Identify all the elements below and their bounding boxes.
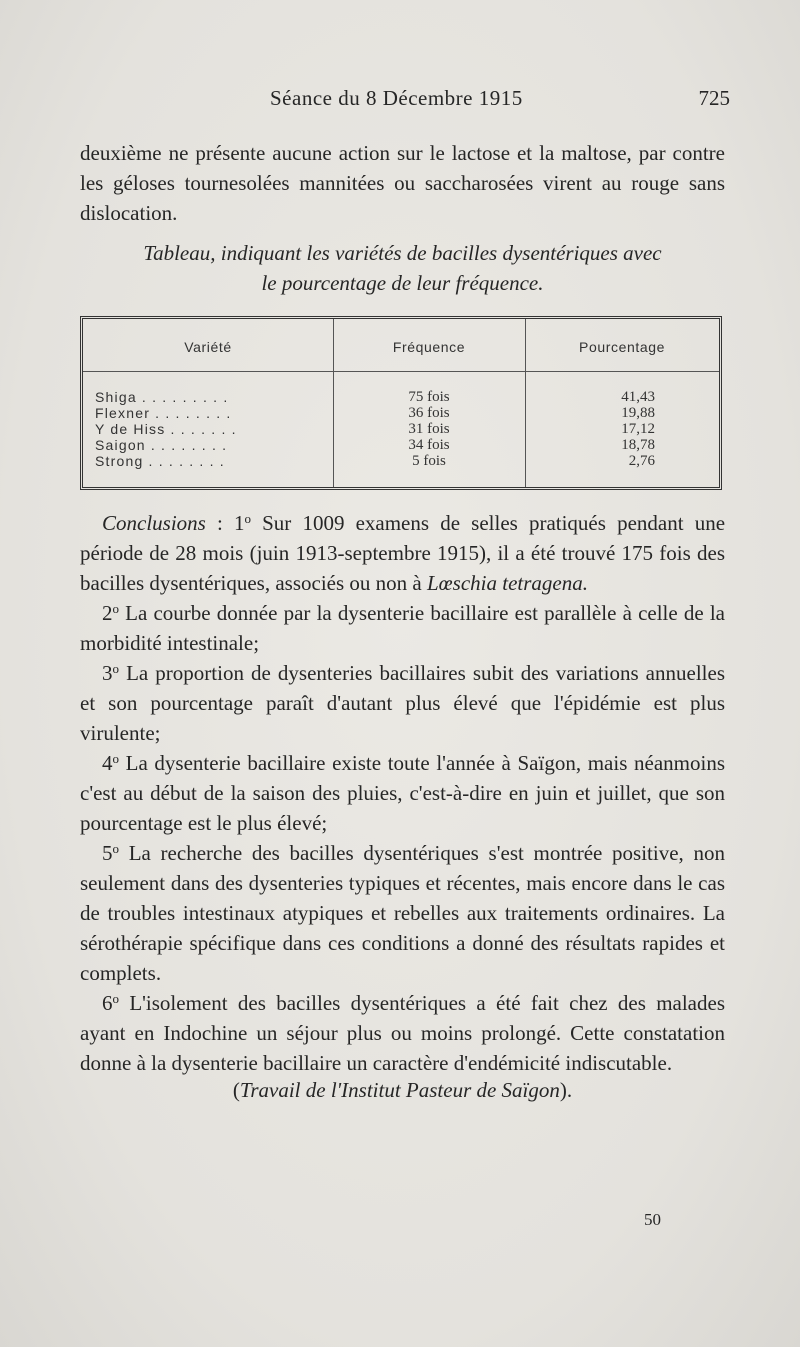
- page-number: 725: [698, 86, 730, 110]
- variete-cell: Y de Hiss . . . . . . .: [95, 421, 237, 437]
- conclusion-number: 1: [233, 511, 245, 535]
- pourcentage-cell: 2,76: [628, 453, 655, 469]
- conclusion-text: La proportion de dysenteries bacillaires subit des variations annuelles et son pourcentage paraît d'autant plus élevé que l'épidémie est plus virulente;: [80, 661, 725, 745]
- source-text: Travail de l'Institut Pasteur de Saïgon: [239, 1078, 560, 1102]
- conclusions-section: [80, 508, 725, 1078]
- variete-cell: Saigon . . . . . . . .: [95, 437, 228, 453]
- header-pourcentage: Pourcentage: [579, 339, 665, 355]
- running-head: Séance du 8 Décembre 1915: [270, 86, 523, 110]
- pourcentage-cell: 19,88: [621, 405, 655, 421]
- table-caption: [80, 238, 725, 298]
- conclusion-6: 6$^o$ L'isolement des bacilles dysentériques a été fait chez des malades ayant en Indochine un séjour plus ou moins prolongé. Cette constatation donne à la dysenterie bacillaire un caractère d'endémicité indiscutable.: [80, 991, 725, 1075]
- intro-paragraph: deuxième ne présente aucune action sur le lactose et la maltose, par contre les géloses tournesolées mannitées ou saccharosées virent au rouge sans dislocation.: [80, 141, 725, 225]
- conclusion-5: 5$^o$ La recherche des bacilles dysentériques s'est montrée positive, non seulement dans des dysenteries typiques et récentes, mais encore dans le cas de troubles intestinaux atypiques et rebelles aux traitements ordinaires. La sérothérapie spécifique dans ces conditions a donné des résultats rapides et complets.: [80, 841, 725, 985]
- header-frequence: Fréquence: [392, 339, 466, 355]
- conclusion-3: 3$^o$ La proportion de dysenteries bacillaires subit des variations annuelles et son pourcentage paraît d'autant plus élevé que l'épidémie est plus virulente;: [80, 661, 725, 745]
- variete-cell: Strong . . . . . . . .: [95, 453, 225, 469]
- conclusions-label: Conclusions: [102, 511, 206, 535]
- conclusion-text: La dysenterie bacillaire existe toute l'année à Saïgon, mais néanmoins c'est au début de la saison des pluies, c'est-à-dire en juin et juillet, que son pourcentage est le plus élevé;: [80, 751, 725, 835]
- table-caption-line1: Tableau, indiquant les variétés de bacilles dysentériques avec: [143, 241, 662, 265]
- header-variete: Variété: [184, 339, 232, 355]
- species-name: Lœschia tetragena.: [427, 571, 588, 595]
- pourcentage-cell: 18,78: [621, 437, 655, 453]
- conclusion-2: 2$^o$ La courbe donnée par la dysenterie bacillaire est parallèle à celle de la morbidité intestinale;: [80, 601, 726, 655]
- variete-cell: Flexner . . . . . . . .: [95, 405, 232, 421]
- frequence-cell: 31 fois: [408, 421, 450, 437]
- sheet-number: 50: [644, 1210, 661, 1229]
- pourcentage-cell: 17,12: [621, 421, 655, 437]
- conclusion-number: 5: [102, 841, 113, 865]
- conclusion-number: 2: [102, 601, 113, 625]
- conclusion-1: Conclusions : 1$^o$ Sur 1009 examens de selles pratiqués pendant une période de 28 mois (juin 1913-septembre 1915), il a été trouvé 175 fois des bacilles dysentériques, associés ou non à Lœschia tetragena.: [80, 511, 726, 595]
- conclusion-text: L'isolement des bacilles dysentériques a été fait chez des malades ayant en Indochine un séjour plus ou moins prolongé. Cette constatation donne à la dysenterie bacillaire un caractère d'endémicité indiscutable.: [80, 991, 725, 1075]
- conclusion-number: 6: [102, 991, 113, 1015]
- conclusion-4: 4$^o$ La dysenterie bacillaire existe toute l'année à Saïgon, mais néanmoins c'est au début de la saison des pluies, c'est-à-dire en juin et juillet, que son pourcentage est le plus élevé;: [80, 751, 725, 835]
- frequence-cell: 75 fois: [408, 389, 450, 405]
- pourcentage-cell: 41,43: [621, 389, 655, 405]
- source-citation: (Travail de l'Institut Pasteur de Saïgon).: [232, 1078, 573, 1102]
- table-caption-line2: le pourcentage de leur fréquence.: [261, 271, 544, 295]
- conclusion-number: 3: [102, 661, 113, 685]
- frequency-table: [80, 316, 722, 490]
- header-rule: [83, 371, 719, 372]
- variete-cell: Shiga . . . . . . . . .: [95, 389, 229, 405]
- conclusion-text: La recherche des bacilles dysentériques s'est montrée positive, non seulement dans des dysenteries typiques et récentes, mais encore dans le cas de troubles intestinaux atypiques et rebelles aux traitements ordinaires. La sérothérapie spécifique dans ces conditions a donné des résultats rapides et complets.: [80, 841, 725, 985]
- frequence-cell: 34 fois: [408, 437, 450, 453]
- conclusion-text: La courbe donnée par la dysenterie bacillaire est parallèle à celle de la morbidité intestinale;: [80, 601, 726, 655]
- conclusion-text: Sur 1009 examens de selles pratiqués pendant une période de 28 mois (juin 1913-septembre 1915), il a été trouvé 175 fois des bacilles dysentériques, associés ou non à: [80, 511, 726, 595]
- conclusion-number: 4: [102, 751, 113, 775]
- frequence-cell: 36 fois: [408, 405, 450, 421]
- frequence-cell: 5 fois: [412, 453, 446, 469]
